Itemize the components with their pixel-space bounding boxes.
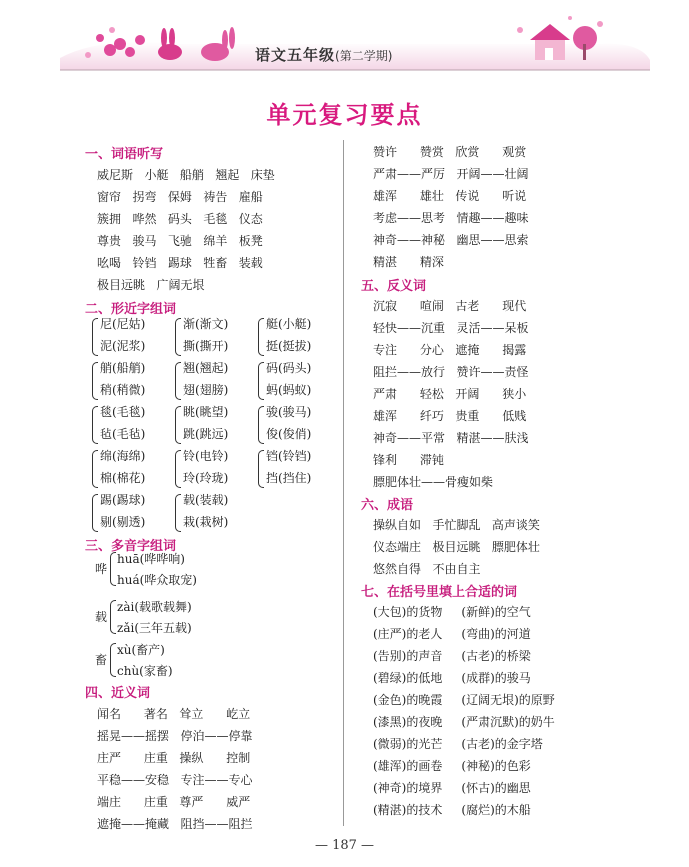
section-heading: 三、多音字组词 [85,539,177,554]
word-row: 专注 分心 遮掩 揭露 [373,343,527,357]
pair-word: 眺(眺望) [183,405,229,419]
word-row: 雄浑 雄壮 传说 听说 [373,189,527,203]
word-row: (精湛)的技术 (腐烂)的木船 [373,803,531,817]
pair-word: 渐(渐文) [183,317,229,331]
word-row: 摇晃——摇摆 停泊——停靠 [97,729,253,743]
polyphone-reading: xù(畜产) [117,643,165,657]
polyphone-group [95,548,295,592]
pair-word: 艇(小艇) [266,317,312,331]
polyphone-reading: huá(哗众取宠) [117,573,197,587]
page-number: — 187 — [314,838,375,853]
pair-word: 剔(剔透) [100,515,146,529]
word-row: (碧绿)的低地 (成群)的骏马 [373,671,531,685]
word-row: 端庄 庄重 尊严 威严 [97,795,251,809]
word-row: 精湛 精深 [373,255,444,269]
pair-word: 艄(船艄) [100,361,146,375]
section-heading: 一、词语听写 [85,147,164,162]
pair-word: 俊(俊俏) [266,427,312,441]
section-heading: 七、在括号里填上合适的词 [361,585,518,600]
pair-word: 玲(玲珑) [183,471,229,485]
pair-word: 跳(跳远) [183,427,229,441]
word-row: (庄严)的老人 (弯曲)的河道 [373,627,531,641]
word-row: 沉寂 喧闹 古老 现代 [373,299,527,313]
word-row: (微弱)的光芒 (古老)的金字塔 [373,737,543,751]
word-row: (神奇)的境界 (怀古)的幽思 [373,781,531,795]
word-row: (大包)的货物 (新鲜)的空气 [373,605,531,619]
pair-word: 载(装载) [183,493,229,507]
word-row: 考虑——思考 情趣——趣味 [373,211,529,225]
word-row: 遮掩——掩藏 阻挡——阻拦 [97,817,253,831]
word-row: 平稳——安稳 专注——专心 [97,773,253,787]
section-heading: 五、反义词 [361,279,427,294]
section-heading: 二、形近字组词 [85,302,177,317]
word-row: 尊贵 骏马 飞驰 绵羊 板凳 [97,234,263,248]
word-row: (金色)的晚霞 (辽阔无垠)的原野 [373,693,555,707]
word-row: 雄浑 纤巧 贵重 低贱 [373,409,527,423]
book-title-text: 语文五年级 [255,46,336,64]
polyphone-reading: zài(载歌载舞) [117,600,192,614]
word-row: 严肃——严厉 开阔——壮阔 [373,167,529,181]
word-row: 窗帘 拐弯 保姆 祷告 雇船 [97,190,263,204]
polyphone-reading: zǎi(三年五载) [117,621,192,635]
pair-word: 毯(毛毯) [100,405,146,419]
pair-word: 稍(稍微) [100,383,146,397]
pair-word: 挺(挺拔) [266,339,312,353]
banner-decoration [0,0,689,80]
word-row: 极目远眺 广阔无垠 [97,278,205,292]
pair-word: 铛(铃铛) [266,449,312,463]
word-row: 操纵自如 手忙脚乱 高声谈笑 [373,518,540,532]
section-heading: 四、近义词 [85,686,151,701]
word-row: 轻快——沉重 灵活——呆板 [373,321,529,335]
word-row: 簇拥 哗然 码头 毛毯 仪态 [97,212,263,226]
pair-word: 铃(电铃) [183,449,229,463]
word-row: 庄严 庄重 操纵 控制 [97,751,251,765]
pair-word: 蚂(蚂蚁) [266,383,312,397]
polyphone-group [95,639,295,683]
polyphone-char: 载 [95,610,108,624]
polyphone-reading: chù(家畜) [117,664,173,678]
pair-word: 栽(栽树) [183,515,229,529]
word-row: (漆黑)的夜晚 (严肃沉默)的奶牛 [373,715,555,729]
word-row: (雄浑)的画卷 (神秘)的色彩 [373,759,531,773]
page-title: 单元复习要点 [266,100,423,129]
polyphone-group [95,596,295,640]
word-row: 神奇——神秘 幽思——思索 [373,233,529,247]
pair-word: 毡(毛毡) [100,427,146,441]
section-heading: 六、成语 [361,498,414,513]
book-title [255,44,392,65]
word-row: 锋利 滞钝 [373,453,444,467]
pair-word: 撕(撕开) [183,339,229,353]
pair-word: 翅(翅膀) [183,383,229,397]
word-row: (告别)的声音 (古老)的桥梁 [373,649,531,663]
word-row: 赞许 赞赏 欣赏 观赏 [373,145,527,159]
word-row: 膘肥体壮——骨瘦如柴 [373,475,494,489]
pair-word: 棉(棉花) [100,471,146,485]
polyphone-char: 畜 [95,653,108,667]
polyphone-char: 哗 [95,562,108,576]
word-row: 阻拦——放行 赞许——责怪 [373,365,529,379]
pair-word: 绵(海绵) [100,449,146,463]
word-row: 悠然自得 不由自主 [373,562,481,576]
pair-word: 泥(泥浆) [100,339,146,353]
header-banner [0,0,689,80]
pair-word: 骏(骏马) [266,405,312,419]
word-row: 威尼斯 小艇 船艄 翘起 床垫 [97,168,275,182]
pair-word: 码(码头) [266,361,312,375]
word-row: 吆喝 铃铛 踢球 牲畜 装载 [97,256,263,270]
pair-word: 翘(翘起) [183,361,229,375]
word-row: 神奇——平常 精湛——肤浅 [373,431,529,445]
column-divider [343,140,344,826]
word-row: 严肃 轻松 开阔 狭小 [373,387,527,401]
word-row: 仪态端庄 极目远眺 膘肥体壮 [373,540,540,554]
pair-word: 踢(踢球) [100,493,146,507]
polyphone-reading: huā(哗哗响) [117,552,185,566]
word-row: 闻名 著名 耸立 屹立 [97,707,251,721]
pair-word: 尼(尼姑) [100,317,146,331]
term-text: (第二学期) [335,49,393,63]
pair-word: 挡(挡住) [266,471,312,485]
